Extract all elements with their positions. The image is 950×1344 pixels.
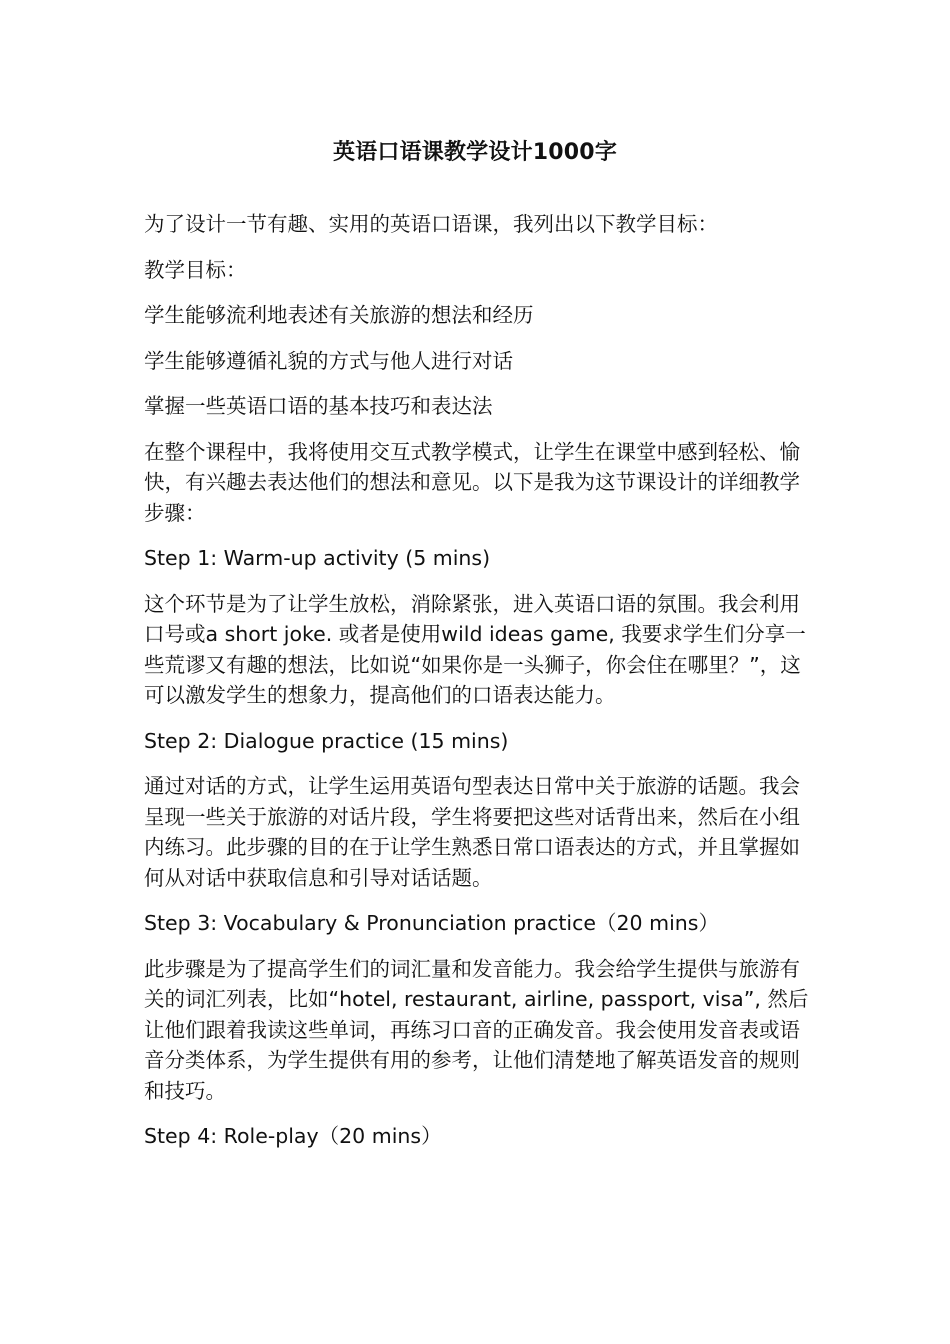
step-1-description: 这个环节是为了让学生放松，消除紧张，进入英语口语的氛围。我会利用口号或a short joke. 或者是使用wild ideas game, 我要求学生们分享一些荒谬又有趣的想法，比如说“如果你是一头狮子，你会住在哪里？”，这可以激发学生的想象力，提高他们的口语表达能力。 xyxy=(144,591,806,707)
document-body xyxy=(144,209,816,1167)
paragraph-objectives-heading: 教学目标： xyxy=(144,257,247,282)
paragraph-objective-1: 学生能够流利地表述有关旅游的想法和经历 xyxy=(144,303,534,327)
paragraph-objective-3: 掌握一些英语口语的基本技巧和表达法 xyxy=(144,394,493,418)
step-3-heading: Step 3: Vocabulary & Pronunciation practice（20 mins） xyxy=(144,911,719,935)
step-2-description: 通过对话的方式，让学生运用英语句型表达日常中关于旅游的话题。我会呈现一些关于旅游的对话片段，学生将要把这些对话背出来，然后在小组内练习。此步骤的目的在于让学生熟悉日常口语表达的方式，并且掌握如何从对话中获取信息和引导对话话题。 xyxy=(144,774,800,890)
paragraph-intro: 为了设计一节有趣、实用的英语口语课，我列出以下教学目标： xyxy=(144,212,718,236)
step-1-heading: Step 1: Warm-up activity (5 mins) xyxy=(144,546,491,570)
step-3-description: 此步骤是为了提高学生们的词汇量和发音能力。我会给学生提供与旅游有关的词汇列表，比如“hotel, restaurant, airline, passport, visa”, 然后让他们跟着我读这些单词，再练习口音的正确发音。我会使用发音表或语音分类体系，为学生提供有用的参考，让他们清楚地了解英语发音的规则和技巧。 xyxy=(144,956,809,1103)
document-title: 英语口语课教学设计1000字 xyxy=(332,140,618,165)
paragraph-objective-2: 学生能够遵循礼貌的方式与他人进行对话 xyxy=(144,348,513,373)
step-2-heading: Step 2: Dialogue practice (15 mins) xyxy=(144,728,509,753)
step-4-heading: Step 4: Role-play（20 mins） xyxy=(144,1124,442,1148)
paragraph-method: 在整个课程中，我将使用交互式教学模式，让学生在课堂中感到轻松、愉快，有兴趣去表达他们的想法和意见。以下是我为这节课设计的详细教学步骤： xyxy=(144,439,800,525)
